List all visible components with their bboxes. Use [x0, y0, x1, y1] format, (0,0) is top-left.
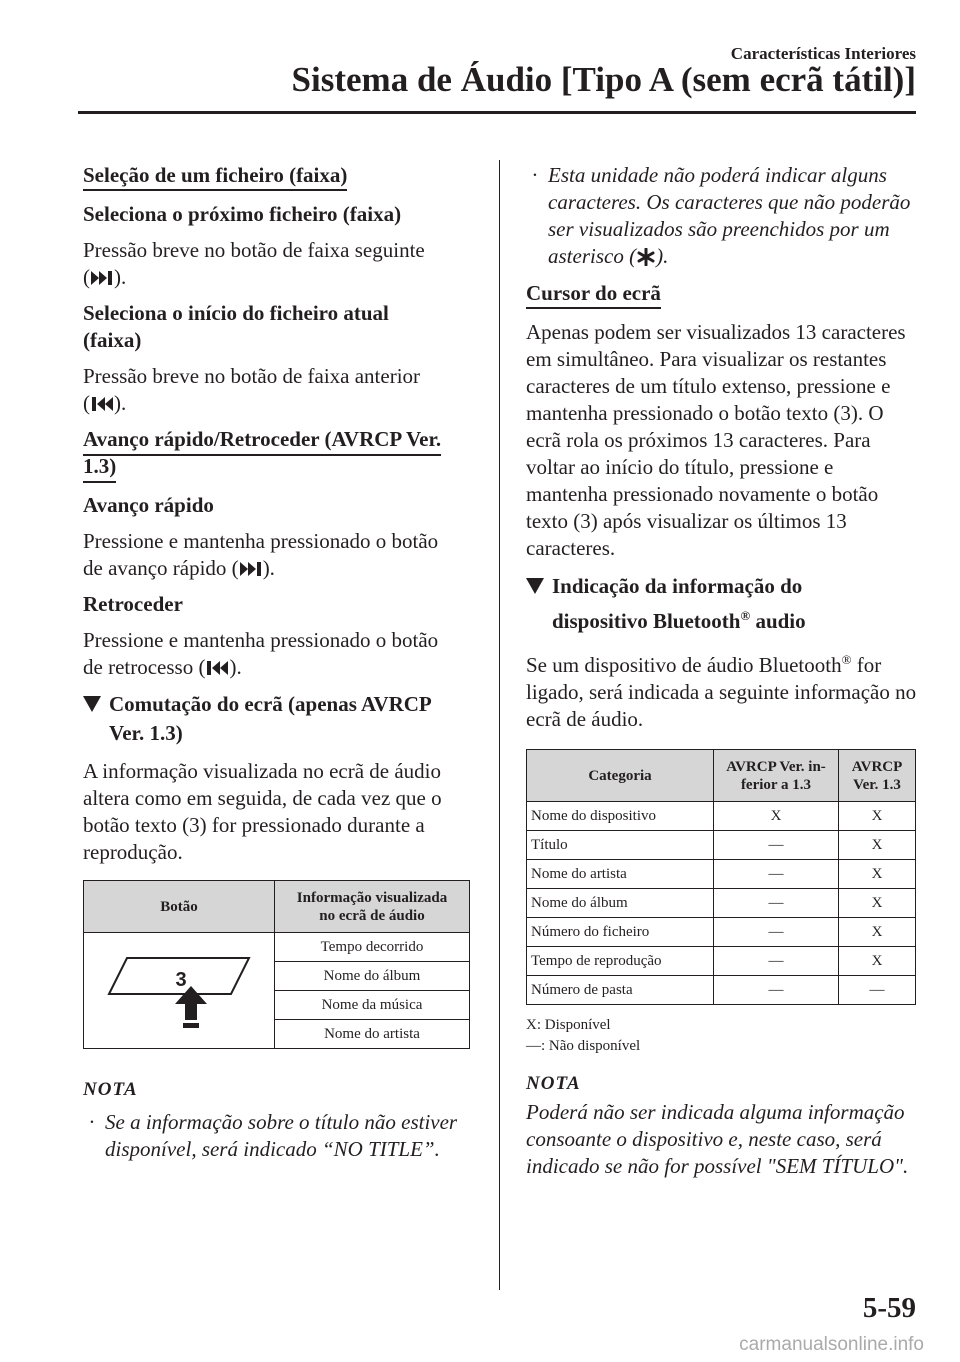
table-header: Botão	[84, 881, 275, 933]
heading-next-file: Seleciona o próximo ficheiro (faixa)	[83, 202, 402, 226]
asterisk-icon	[636, 248, 656, 266]
note-bullet: · Se a informação sobre o título não estiver disponível, será indicado “NO TITLE”.	[89, 1110, 458, 1161]
note-title: NOTA	[526, 1073, 581, 1094]
table-cell: X	[839, 889, 916, 918]
page-number: 5-59	[862, 1292, 916, 1324]
display-info-table	[83, 880, 470, 1049]
text-button-illustration	[84, 933, 275, 1049]
page-title: Sistema de Áudio [Tipo A (sem ecrã tátil)]	[291, 60, 916, 99]
watermark: carmanualsonline.info	[739, 1334, 924, 1355]
table-header: AVRCP Ver. 1.3	[839, 750, 916, 802]
table-header: Categoria	[527, 750, 714, 802]
table-cell: Número do ficheiro	[527, 918, 714, 947]
legend-available: X: Disponível	[526, 1017, 611, 1033]
asterisk-note-bullet: · Esta unidade não poderá indicar alguns caracteres. Os caracteres que não poderão ser visualizados são preenchidos por um asterisco ( ).	[532, 163, 911, 268]
heading-select-file: Seleção de um ficheiro (faixa)	[83, 162, 473, 189]
table-cell: Nome do dispositivo	[527, 802, 714, 831]
table-cell: Nome do artista	[275, 1020, 470, 1049]
table-cell: —	[714, 831, 839, 860]
table-cell: Tempo decorrido	[275, 933, 470, 962]
heading-fast-forward: Avanço rápido	[83, 493, 214, 517]
table-cell: Nome do artista	[527, 860, 714, 889]
track-prev-icon	[90, 395, 114, 413]
button-number-label: 3	[175, 969, 187, 991]
paragraph-next-file: Pressão breve no botão de faixa seguinte ( ).	[83, 238, 425, 289]
heading-screen-cursor: Cursor do ecrã	[526, 280, 918, 307]
table-cell: X	[839, 860, 916, 889]
table-cell: X	[839, 947, 916, 976]
bullet-dot: ·	[89, 1110, 95, 1134]
legend-unavailable: —: Não disponível	[526, 1038, 641, 1054]
paragraph-prev-file: Pressão breve no botão de faixa anterior ( ).	[83, 364, 421, 415]
paragraph-screen-switch: A informação visualizada no ecrã de áudio altera como em seguida, de cada vez que o botão texto (3) for pressionado durante a reprodução.	[83, 759, 442, 864]
bullet-dot: ·	[532, 163, 538, 187]
table-cell: Número de pasta	[527, 976, 714, 1005]
table-header: AVRCP Ver. in- ferior a 1.3	[714, 750, 839, 802]
paragraph-fast-forward: Pressione e mantenha pressionado o botão de avanço rápido ( ).	[83, 529, 439, 580]
column-divider	[499, 160, 500, 1290]
table-cell: X	[714, 802, 839, 831]
right-column	[526, 162, 918, 1180]
heading-screen-switch: Comutação do ecrã (apenas AVRCP Ver. 1.3)	[83, 690, 473, 748]
table-cell: —	[714, 889, 839, 918]
table-legend	[526, 1015, 918, 1057]
left-column	[83, 162, 473, 1163]
track-next-icon	[239, 560, 263, 578]
paragraph-screen-cursor: Apenas podem ser visualizados 13 caracteres em simultâneo. Para visualizar os restantes caracteres de um título extenso, pressione e mantenha pressionado o botão texto (3). O ecrã rola os próximos 13 caracteres. Para voltar ao início do título, pressione e mantenha pressionado novamente o botão texto (3) após visualizar os últimos 13 caracteres.	[526, 320, 906, 560]
header-rule	[78, 111, 916, 114]
table-cell: X	[839, 918, 916, 947]
text-button-diagram	[99, 942, 259, 1034]
table-cell: Nome da música	[275, 991, 470, 1020]
track-prev-icon	[205, 659, 229, 677]
triangle-bullet-icon	[526, 578, 544, 594]
table-cell: X	[839, 831, 916, 860]
table-cell: X	[839, 802, 916, 831]
paragraph-rewind: Pressione e mantenha pressionado o botão de retrocesso ( ).	[83, 628, 439, 679]
bluetooth-info-table	[526, 749, 916, 1005]
table-cell: Nome do álbum	[275, 962, 470, 991]
note-text: Poderá não ser indicada alguma informação consoante o dispositivo e, neste caso, será indicado se não for possível "SEM TÍTULO".	[526, 1100, 909, 1178]
table-cell: —	[714, 918, 839, 947]
heading-bluetooth-info: Indicação da informação do dispositivo Bluetooth® audio	[526, 572, 918, 636]
note-title: NOTA	[83, 1079, 138, 1100]
section-label: Características Interiores	[730, 44, 916, 63]
table-cell: Nome do álbum	[527, 889, 714, 918]
table-cell: —	[714, 976, 839, 1005]
table-cell: —	[714, 947, 839, 976]
triangle-bullet-icon	[83, 696, 101, 712]
table-header: Informação visualizada no ecrã de áudio	[275, 881, 470, 933]
heading-fast-forward-rewind: Avanço rápido/Retroceder (AVRCP Ver. 1.3)	[83, 426, 473, 480]
heading-rewind: Retroceder	[83, 592, 183, 616]
table-cell: Título	[527, 831, 714, 860]
heading-start-file: Seleciona o início do ficheiro atual (faixa)	[83, 301, 389, 352]
table-cell: Tempo de reprodução	[527, 947, 714, 976]
track-next-icon	[90, 269, 114, 287]
table-cell: —	[839, 976, 916, 1005]
table-cell: —	[714, 860, 839, 889]
paragraph-bluetooth-info: Se um dispositivo de áudio Bluetooth® for ligado, será indicada a seguinte informação no ecrã de áudio.	[526, 652, 917, 731]
